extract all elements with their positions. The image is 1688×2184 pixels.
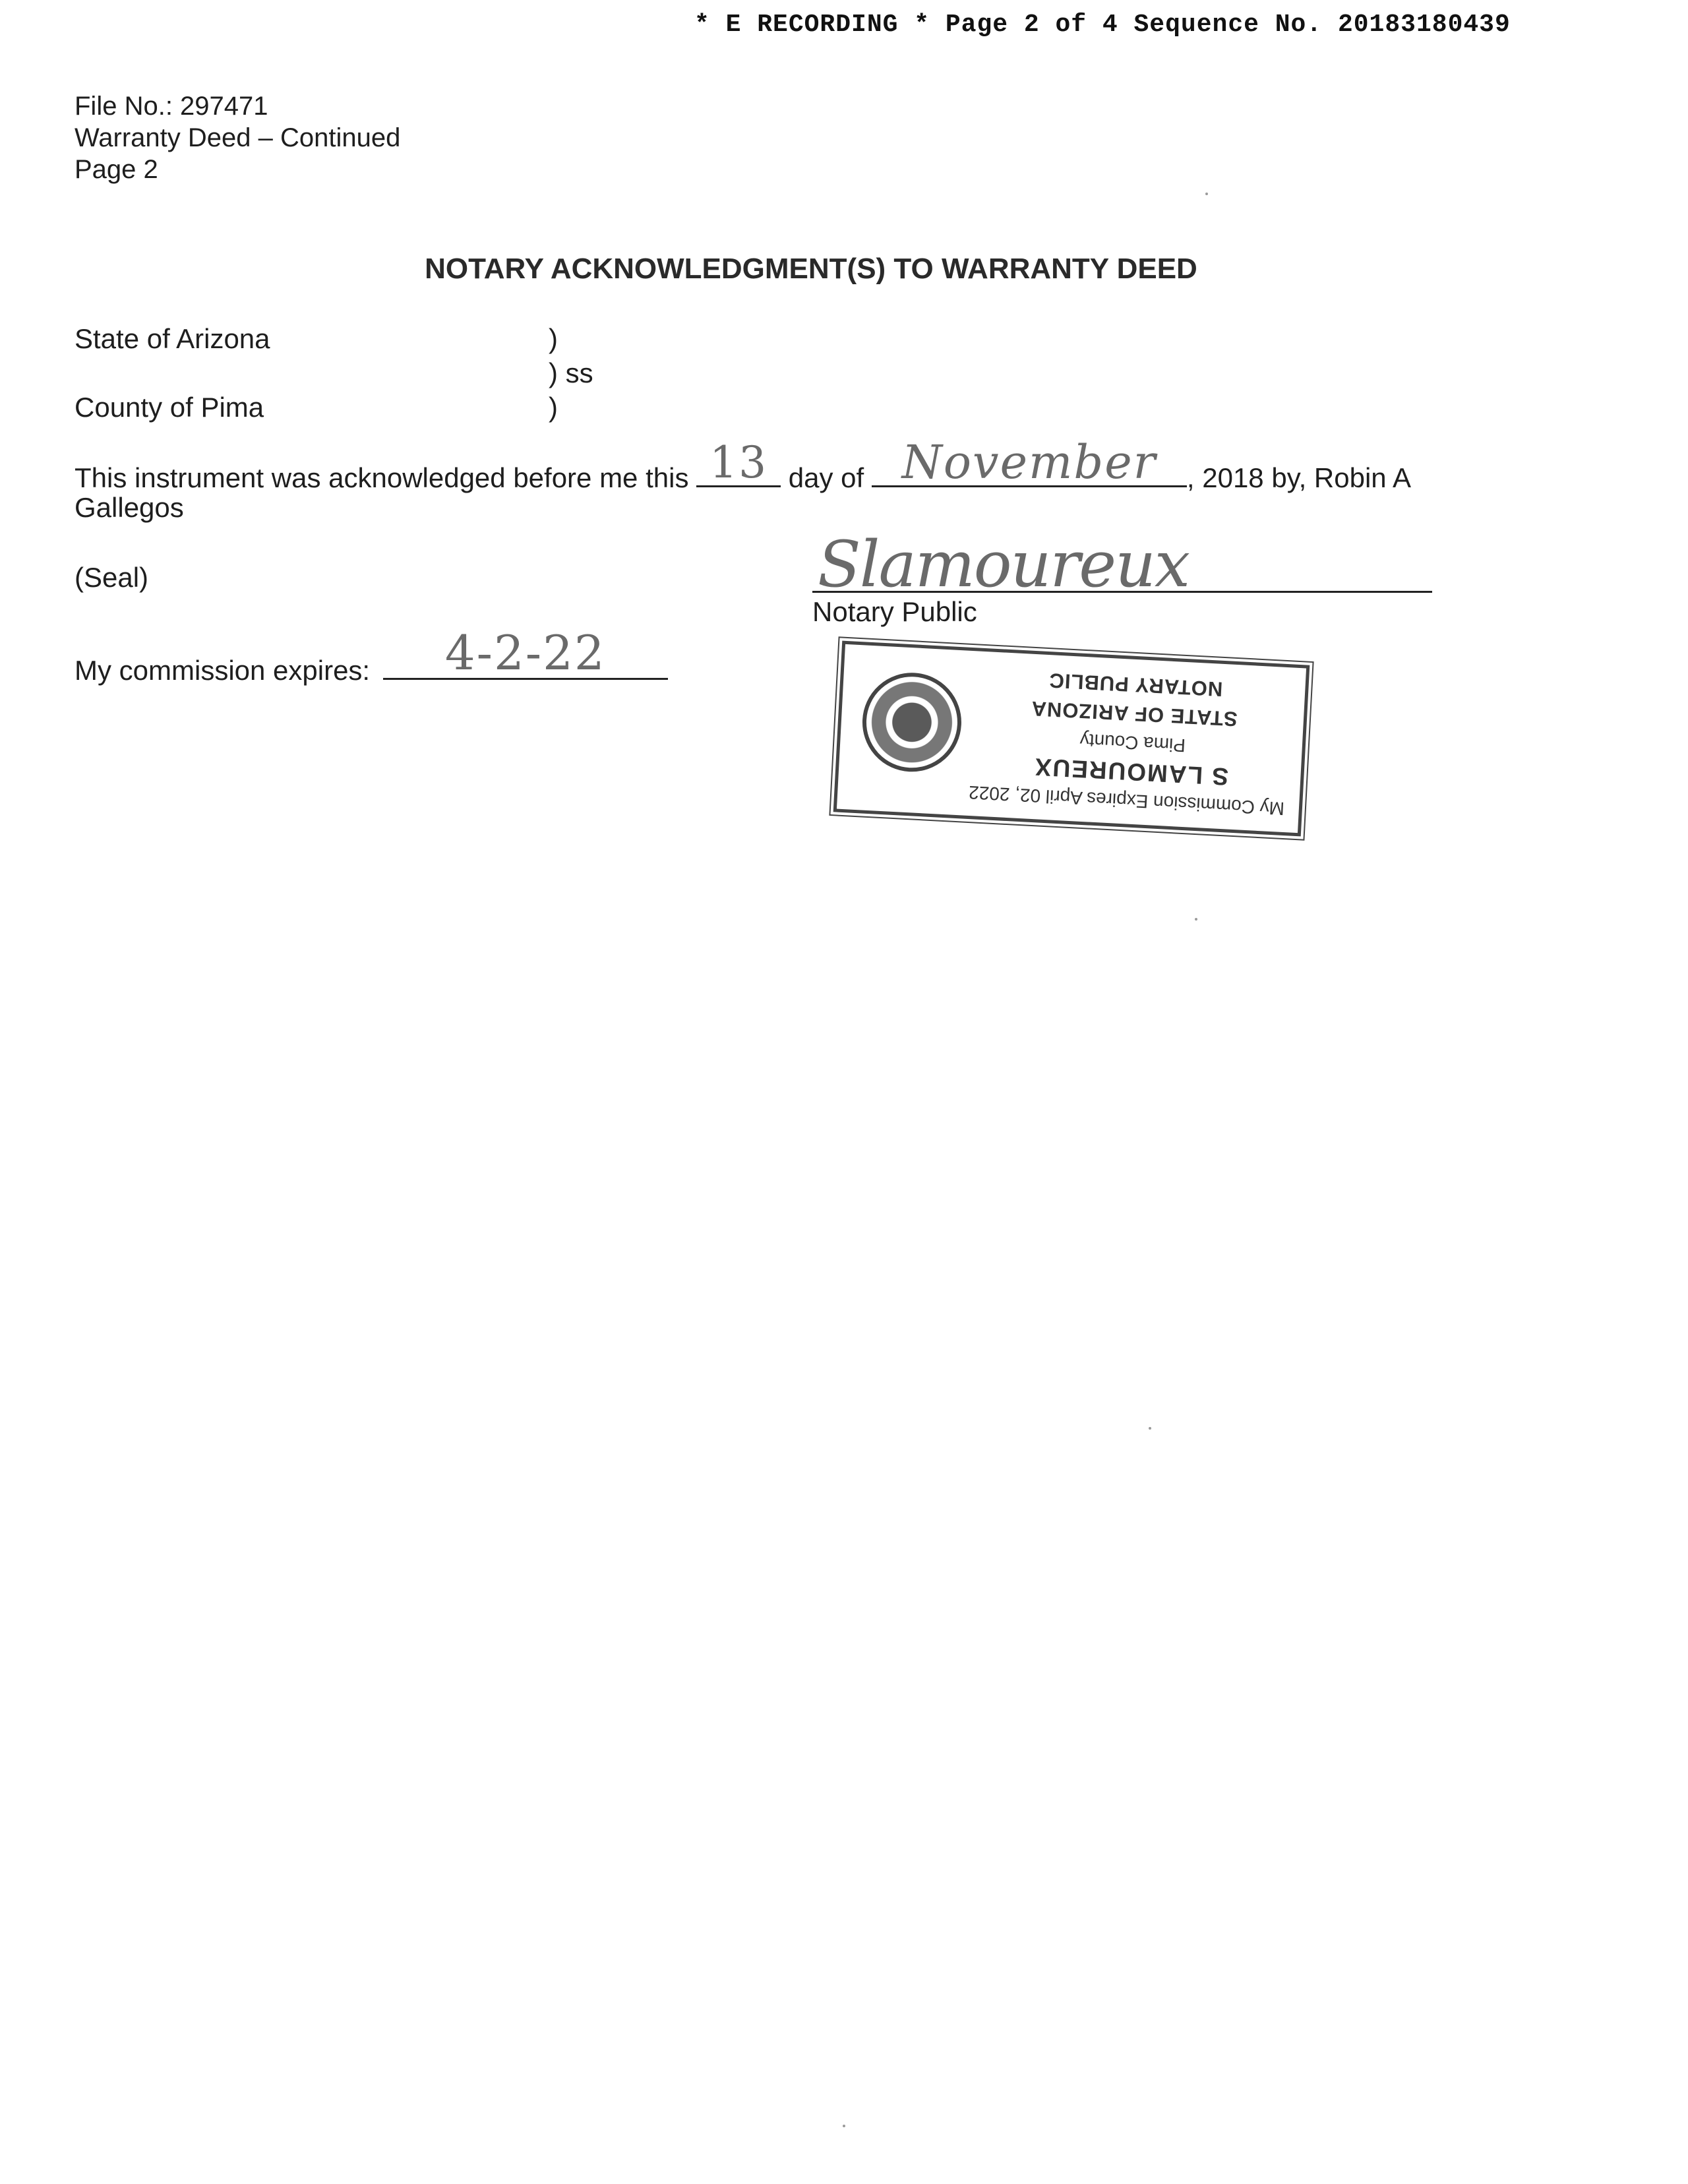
handwritten-commission-date: 4-2-22 xyxy=(444,625,606,681)
day-of-label: day of xyxy=(788,462,864,493)
stamp-text-block xyxy=(968,662,1291,823)
document-title: NOTARY ACKNOWLEDGMENT(S) TO WARRANTY DEED xyxy=(425,253,1197,285)
commission-blank xyxy=(383,625,668,681)
handwritten-month: November xyxy=(901,435,1157,489)
venue-state: State of Arizona xyxy=(75,323,270,354)
commission-line xyxy=(75,625,668,686)
recording-header: * E RECORDING * Page 2 of 4 Sequence No. 20183180439 xyxy=(694,11,1511,39)
notary-public-label: Notary Public xyxy=(812,596,977,627)
acknowledgment-line xyxy=(75,435,1412,494)
handwritten-day: 13 xyxy=(709,437,768,488)
stamp-county: Pima County xyxy=(1079,729,1186,756)
notary-stamp xyxy=(833,641,1310,837)
notary-signature: Slamoureux xyxy=(818,528,1190,601)
day-blank xyxy=(696,437,781,488)
document-type: Warranty Deed – Continued xyxy=(75,123,401,152)
acknowledgment-suffix: , 2018 by, Robin A xyxy=(1186,462,1412,493)
venue-paren-top: ) xyxy=(549,323,558,354)
month-blank xyxy=(872,435,1187,489)
commission-label: My commission expires: xyxy=(75,655,371,686)
scan-speck xyxy=(843,2125,845,2127)
acknowledgment-continuation: Gallegos xyxy=(75,492,184,523)
venue-county: County of Pima xyxy=(75,392,264,423)
file-info-block xyxy=(75,90,400,185)
stamp-notary-public: NOTARY PUBLIC xyxy=(1048,669,1224,701)
scan-speck xyxy=(1205,193,1208,195)
stamp-notary-name: S LAMOUREUX xyxy=(1033,753,1230,791)
acknowledgment-prefix: This instrument was acknowledged before me this xyxy=(75,462,689,493)
scan-speck xyxy=(1149,1427,1151,1430)
file-number: File No.: 297471 xyxy=(75,92,268,121)
page-label: Page 2 xyxy=(75,155,158,184)
stamp-commission-expiry: My Commission Expires April 02, 2022 xyxy=(968,781,1285,820)
venue-paren-ss: ) ss xyxy=(549,357,593,388)
seal-label: (Seal) xyxy=(75,562,149,593)
venue-paren-bottom: ) xyxy=(549,392,558,423)
state-seal-icon xyxy=(860,670,964,774)
scan-speck xyxy=(1195,918,1197,921)
signature-line xyxy=(812,591,1432,593)
stamp-state: STATE OF ARIZONA xyxy=(1030,696,1238,731)
